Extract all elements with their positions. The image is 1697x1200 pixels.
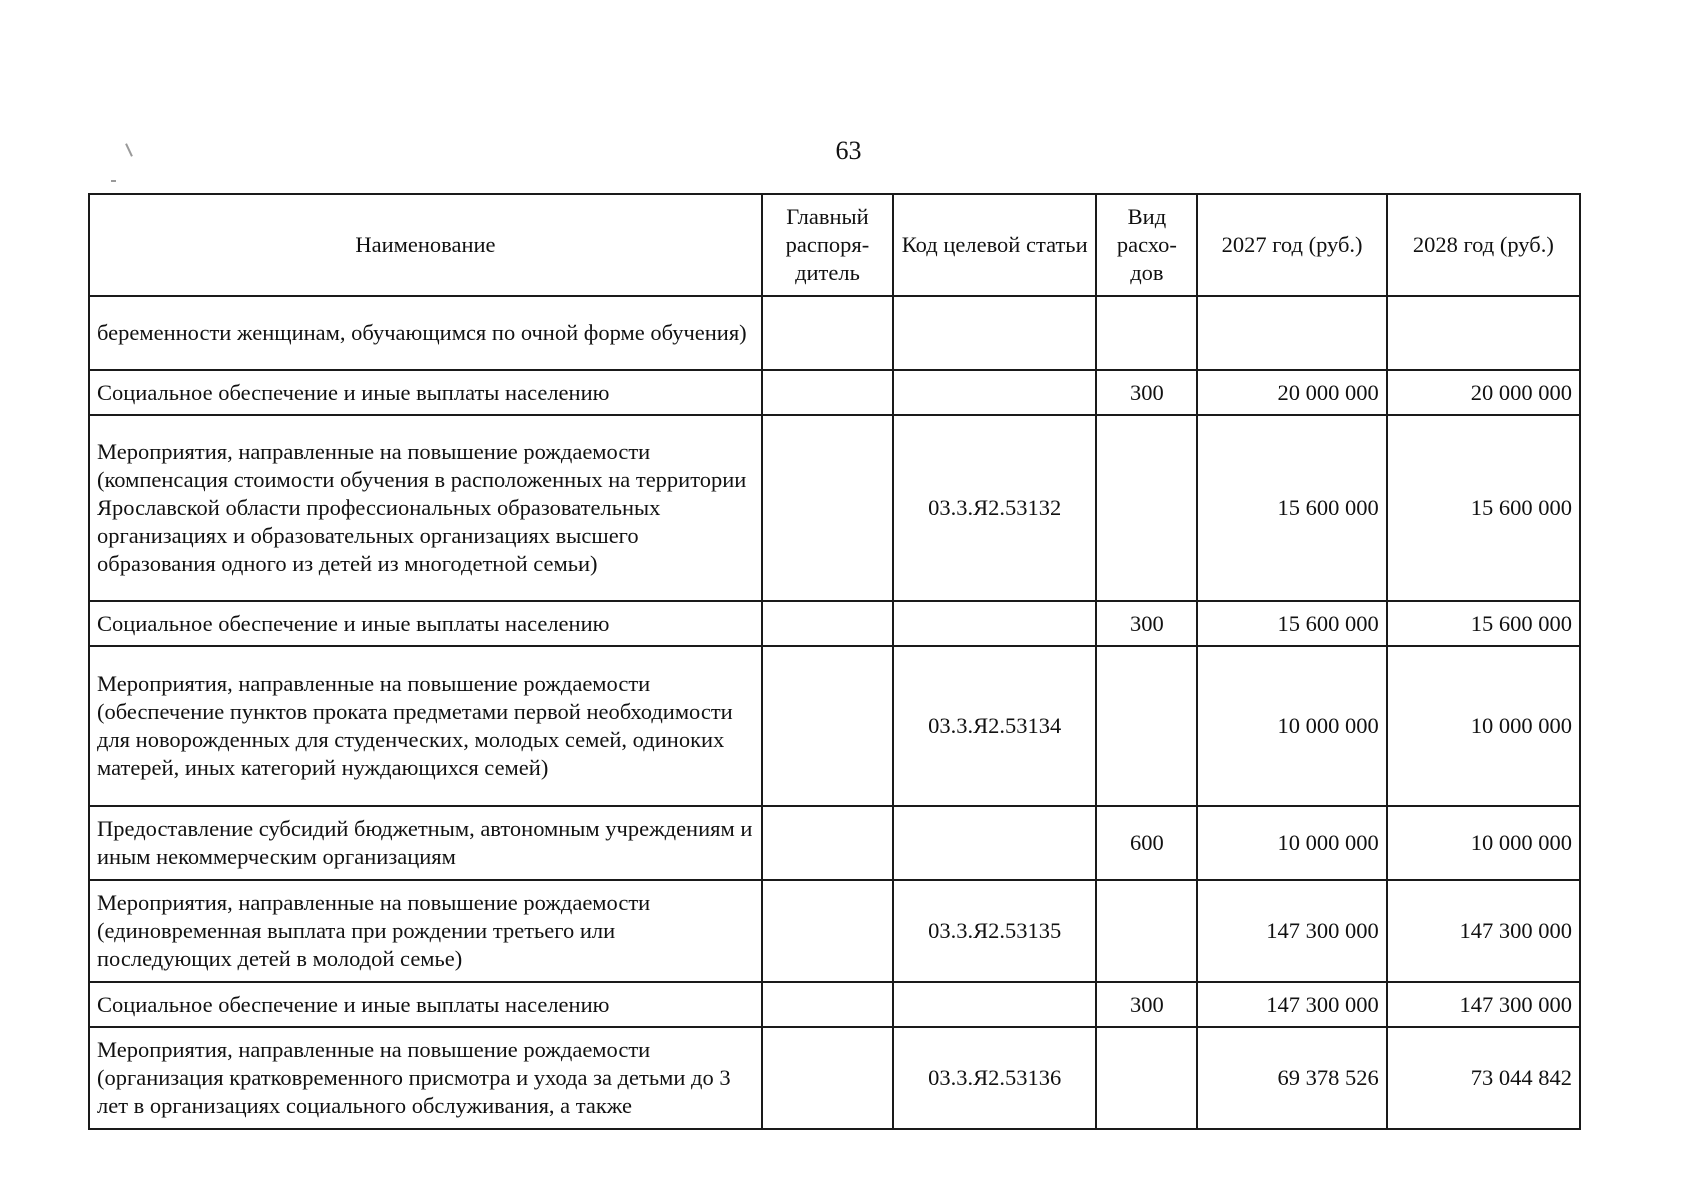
cell-target-code: 03.3.Я2.53134 (893, 646, 1096, 806)
cell-target-code: 03.3.Я2.53132 (893, 415, 1096, 601)
cell-amount-2028: 15 600 000 (1387, 601, 1580, 646)
table-row (89, 646, 1580, 806)
cell-amount-2027: 20 000 000 (1197, 370, 1386, 415)
cell-name: Социальное обеспечение и иные выплаты населению (89, 370, 762, 415)
cell-expense-type (1096, 646, 1197, 806)
cell-name: Социальное обеспечение и иные выплаты населению (89, 601, 762, 646)
cell-expense-type (1096, 1027, 1197, 1129)
cell-amount-2027: 147 300 000 (1197, 982, 1386, 1027)
cell-main-manager (762, 646, 893, 806)
cell-amount-2028: 147 300 000 (1387, 982, 1580, 1027)
cell-name: беременности женщинам, обучающимся по очной форме обучения) (89, 296, 762, 370)
table-row (89, 370, 1580, 415)
table-row (89, 1027, 1580, 1129)
cell-expense-type: 300 (1096, 601, 1197, 646)
cell-target-code: 03.3.Я2.53135 (893, 880, 1096, 982)
cell-target-code (893, 982, 1096, 1027)
cell-main-manager (762, 1027, 893, 1129)
header-target-code: Код целевой статьи (893, 194, 1096, 296)
cell-amount-2028: 10 000 000 (1387, 646, 1580, 806)
table-row (89, 601, 1580, 646)
cell-expense-type (1096, 415, 1197, 601)
cell-amount-2027: 10 000 000 (1197, 646, 1386, 806)
cell-main-manager (762, 296, 893, 370)
cell-amount-2028: 147 300 000 (1387, 880, 1580, 982)
cell-expense-type: 600 (1096, 806, 1197, 880)
header-main-manager: Главный распоря-дитель (762, 194, 893, 296)
cell-expense-type: 300 (1096, 982, 1197, 1027)
cell-name: Мероприятия, направленные на повышение рождаемости (организация кратковременного присмотра и ухода за детьми до 3 лет в организациях социального обслуживания, а также (89, 1027, 762, 1129)
cell-target-code (893, 601, 1096, 646)
cell-target-code: 03.3.Я2.53136 (893, 1027, 1096, 1129)
cell-amount-2028: 73 044 842 (1387, 1027, 1580, 1129)
cell-amount-2028: 20 000 000 (1387, 370, 1580, 415)
cell-name: Мероприятия, направленные на повышение рождаемости (обеспечение пунктов проката предметами первой необходимости для новорожденных для студенческих, молодых семей, одиноких матерей, иных категорий нуждающихся семей) (89, 646, 762, 806)
cell-amount-2027: 15 600 000 (1197, 601, 1386, 646)
cell-amount-2027: 147 300 000 (1197, 880, 1386, 982)
header-expense-type: Вид расхо-дов (1096, 194, 1197, 296)
cell-target-code (893, 806, 1096, 880)
header-year-2028: 2028 год (руб.) (1387, 194, 1580, 296)
table-header-row (89, 194, 1580, 296)
cell-main-manager (762, 601, 893, 646)
table-row (89, 982, 1580, 1027)
cell-target-code (893, 296, 1096, 370)
cell-amount-2028 (1387, 296, 1580, 370)
header-name: Наименование (89, 194, 762, 296)
cell-main-manager (762, 415, 893, 601)
table-row (89, 296, 1580, 370)
cell-amount-2028: 10 000 000 (1387, 806, 1580, 880)
cell-main-manager (762, 370, 893, 415)
table-row (89, 806, 1580, 880)
cell-main-manager (762, 982, 893, 1027)
header-year-2027: 2027 год (руб.) (1197, 194, 1386, 296)
scan-speck (111, 180, 116, 182)
cell-expense-type (1096, 296, 1197, 370)
cell-amount-2028: 15 600 000 (1387, 415, 1580, 601)
page-number: 63 (835, 136, 862, 165)
table-row (89, 880, 1580, 982)
cell-amount-2027 (1197, 296, 1386, 370)
cell-name: Мероприятия, направленные на повышение рождаемости (единовременная выплата при рождении третьего или последующих детей в молодой семье) (89, 880, 762, 982)
cell-name: Предоставление субсидий бюджетным, автономным учреждениям и иным некоммерческим организациям (89, 806, 762, 880)
cell-target-code (893, 370, 1096, 415)
cell-amount-2027: 15 600 000 (1197, 415, 1386, 601)
cell-main-manager (762, 806, 893, 880)
cell-name: Социальное обеспечение и иные выплаты населению (89, 982, 762, 1027)
cell-main-manager (762, 880, 893, 982)
cell-name: Мероприятия, направленные на повышение рождаемости (компенсация стоимости обучения в расположенных на территории Ярославской области профессиональных образовательных организациях и образовательных организациях высшего образования одного из детей из многодетной семьи) (89, 415, 762, 601)
cell-expense-type: 300 (1096, 370, 1197, 415)
table-row (89, 415, 1580, 601)
cell-amount-2027: 10 000 000 (1197, 806, 1386, 880)
cell-amount-2027: 69 378 526 (1197, 1027, 1386, 1129)
budget-table (88, 193, 1581, 1130)
cell-expense-type (1096, 880, 1197, 982)
